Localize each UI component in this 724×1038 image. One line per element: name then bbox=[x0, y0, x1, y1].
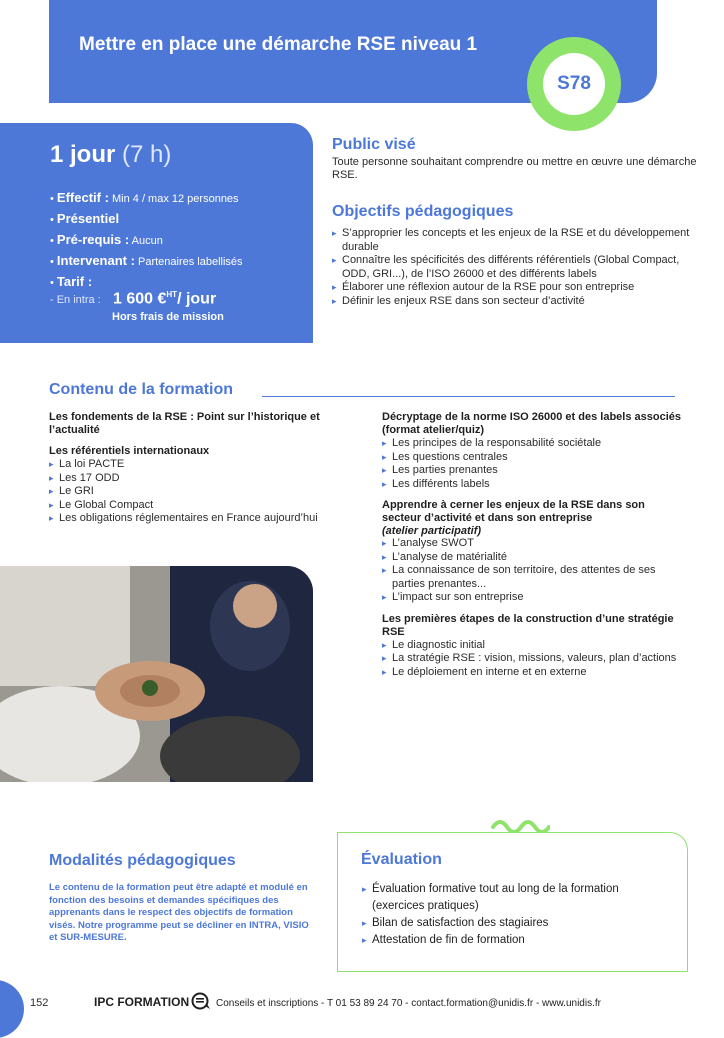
intervenant-value: Partenaires labellisés bbox=[138, 256, 243, 268]
contenu-left-column bbox=[49, 411, 349, 526]
chat-logo-icon bbox=[190, 992, 212, 1010]
fondements-heading: Les fondements de la RSE : Point sur l’historique et l’actualité bbox=[49, 411, 320, 436]
list-item: ▸ Le GRI bbox=[49, 485, 349, 499]
brand-name: IPC FORMATION bbox=[94, 995, 190, 1009]
info-tarif: • Tarif : bbox=[50, 274, 93, 289]
list-item: ▸ S’approprier les concepts et les enjeux de la RSE et du développement durable bbox=[332, 227, 702, 254]
public-title: Public visé bbox=[332, 136, 416, 153]
objectifs-title: Objectifs pédagogiques bbox=[332, 203, 514, 220]
page-title: Mettre en place une démarche RSE niveau 1 bbox=[79, 34, 478, 55]
tarif-unit: / jour bbox=[177, 290, 217, 308]
wave-decoration-icon bbox=[491, 815, 550, 833]
team-hands-photo bbox=[0, 566, 313, 782]
tarif-price bbox=[113, 290, 216, 308]
etapes-heading: Les premières étapes de la construction d’une stratégie RSE bbox=[382, 612, 674, 638]
list-item: ▸ Élaborer une réflexion autour de la RSE pour son entreprise bbox=[332, 281, 702, 295]
tarif-label: Tarif : bbox=[56, 274, 93, 289]
evaluation-list bbox=[362, 881, 667, 949]
list-item: ▸ Évaluation formative tout au long de la formation (exercices pratiques) bbox=[362, 881, 667, 915]
list-item: ▸ La connaissance de son territoire, des attentes de ses parties prenantes... bbox=[382, 564, 682, 591]
info-effectif: • Effectif : Min 4 / max 12 personnes bbox=[50, 190, 239, 205]
list-item: ▸ Les parties prenantes bbox=[382, 464, 682, 478]
list-item: ▸ Les principes de la responsabilité sociétale bbox=[382, 437, 682, 451]
info-intervenant: • Intervenant : Partenaires labellisés bbox=[50, 253, 243, 268]
iso-list bbox=[382, 437, 682, 491]
list-item: ▸ Le déploiement en interne et en externe bbox=[382, 666, 682, 680]
course-code: S78 bbox=[557, 73, 591, 94]
footer-circle-decoration bbox=[0, 980, 24, 1038]
tarif-intra: - En intra : bbox=[50, 294, 101, 306]
info-prerequis: • Pré-requis : Aucun bbox=[50, 232, 163, 247]
duration-hours: (7 h) bbox=[122, 141, 172, 168]
list-item: ▸ Les 17 ODD bbox=[49, 472, 349, 486]
evaluation-title: Évaluation bbox=[361, 851, 442, 868]
list-item: ▸ L’analyse SWOT bbox=[382, 537, 682, 551]
photo-illustration bbox=[0, 566, 313, 782]
prerequis-value: Aucun bbox=[131, 235, 163, 247]
objectifs-list bbox=[332, 227, 702, 308]
list-item: ▸ L’analyse de matérialité bbox=[382, 551, 682, 565]
page-number: 152 bbox=[30, 997, 49, 1009]
modalites-title: Modalités pédagogiques bbox=[49, 852, 236, 869]
info-presentiel: • Présentiel bbox=[50, 211, 120, 226]
modalites-text: Le contenu de la formation peut être adapté et modulé en fonction des besoins et demandes spécifiques des apprenants dans le respect des objectifs de formation visés. Notre programme peut se décliner en INTRA, VISIO et SUR-MESURE. bbox=[49, 882, 309, 943]
intervenant-label: Intervenant : bbox=[56, 253, 135, 268]
list-item: ▸ Attestation de fin de formation bbox=[362, 932, 667, 949]
list-item: ▸ Les obligations réglementaires en France aujourd’hui bbox=[49, 512, 349, 526]
duration bbox=[50, 141, 171, 169]
prerequis-label: Pré-requis : bbox=[56, 232, 130, 247]
contact-info: Conseils et inscriptions - T 01 53 89 24 70 - contact.formation@unidis.fr - www.unidis.fr bbox=[216, 998, 601, 1009]
duration-days: 1 jour bbox=[50, 141, 116, 168]
list-item: ▸ La stratégie RSE : vision, missions, valeurs, plan d’actions bbox=[382, 652, 682, 666]
list-item: ▸ Bilan de satisfaction des stagiaires bbox=[362, 915, 667, 932]
list-item: ▸ La loi PACTE bbox=[49, 458, 349, 472]
contenu-title: Contenu de la formation bbox=[49, 381, 233, 398]
list-item: ▸ Définir les enjeux RSE dans son secteur d’activité bbox=[332, 295, 702, 309]
effectif-value: Min 4 / max 12 personnes bbox=[111, 193, 239, 205]
effectif-label: Effectif : bbox=[56, 190, 109, 205]
list-item: ▸ Les différents labels bbox=[382, 478, 682, 492]
referentiels-heading: Les référentiels internationaux bbox=[49, 445, 210, 457]
iso-heading: Décryptage de la norme ISO 26000 et des labels associés (format atelier/quiz) bbox=[382, 411, 681, 436]
list-item: ▸ Le diagnostic initial bbox=[382, 639, 682, 653]
list-item: ▸ L’impact sur son entreprise bbox=[382, 591, 682, 605]
tarif-ht: HT bbox=[166, 290, 178, 299]
contenu-right-column bbox=[382, 411, 682, 679]
enjeux-list bbox=[382, 537, 682, 605]
referentiels-list bbox=[49, 458, 349, 526]
contenu-divider bbox=[262, 396, 675, 397]
tarif-amount: 1 600 € bbox=[113, 290, 167, 308]
list-item: ▸ Connaître les spécificités des différents référentiels (Global Compact, ODD, GRI...), de l’ISO 26000 et des différents labels bbox=[332, 254, 702, 281]
public-text: Toute personne souhaitant comprendre ou mettre en œuvre une démarche RSE. bbox=[332, 156, 697, 181]
tarif-note: Hors frais de mission bbox=[112, 311, 224, 323]
presentiel-label: Présentiel bbox=[56, 211, 120, 226]
etapes-list bbox=[382, 639, 682, 680]
list-item: ▸ Les questions centrales bbox=[382, 451, 682, 465]
enjeux-subheading: (atelier participatif) bbox=[382, 525, 482, 537]
enjeux-heading: Apprendre à cerner les enjeux de la RSE dans son secteur d’activité et dans son entreprise bbox=[382, 499, 645, 524]
list-item: ▸ Le Global Compact bbox=[49, 499, 349, 513]
